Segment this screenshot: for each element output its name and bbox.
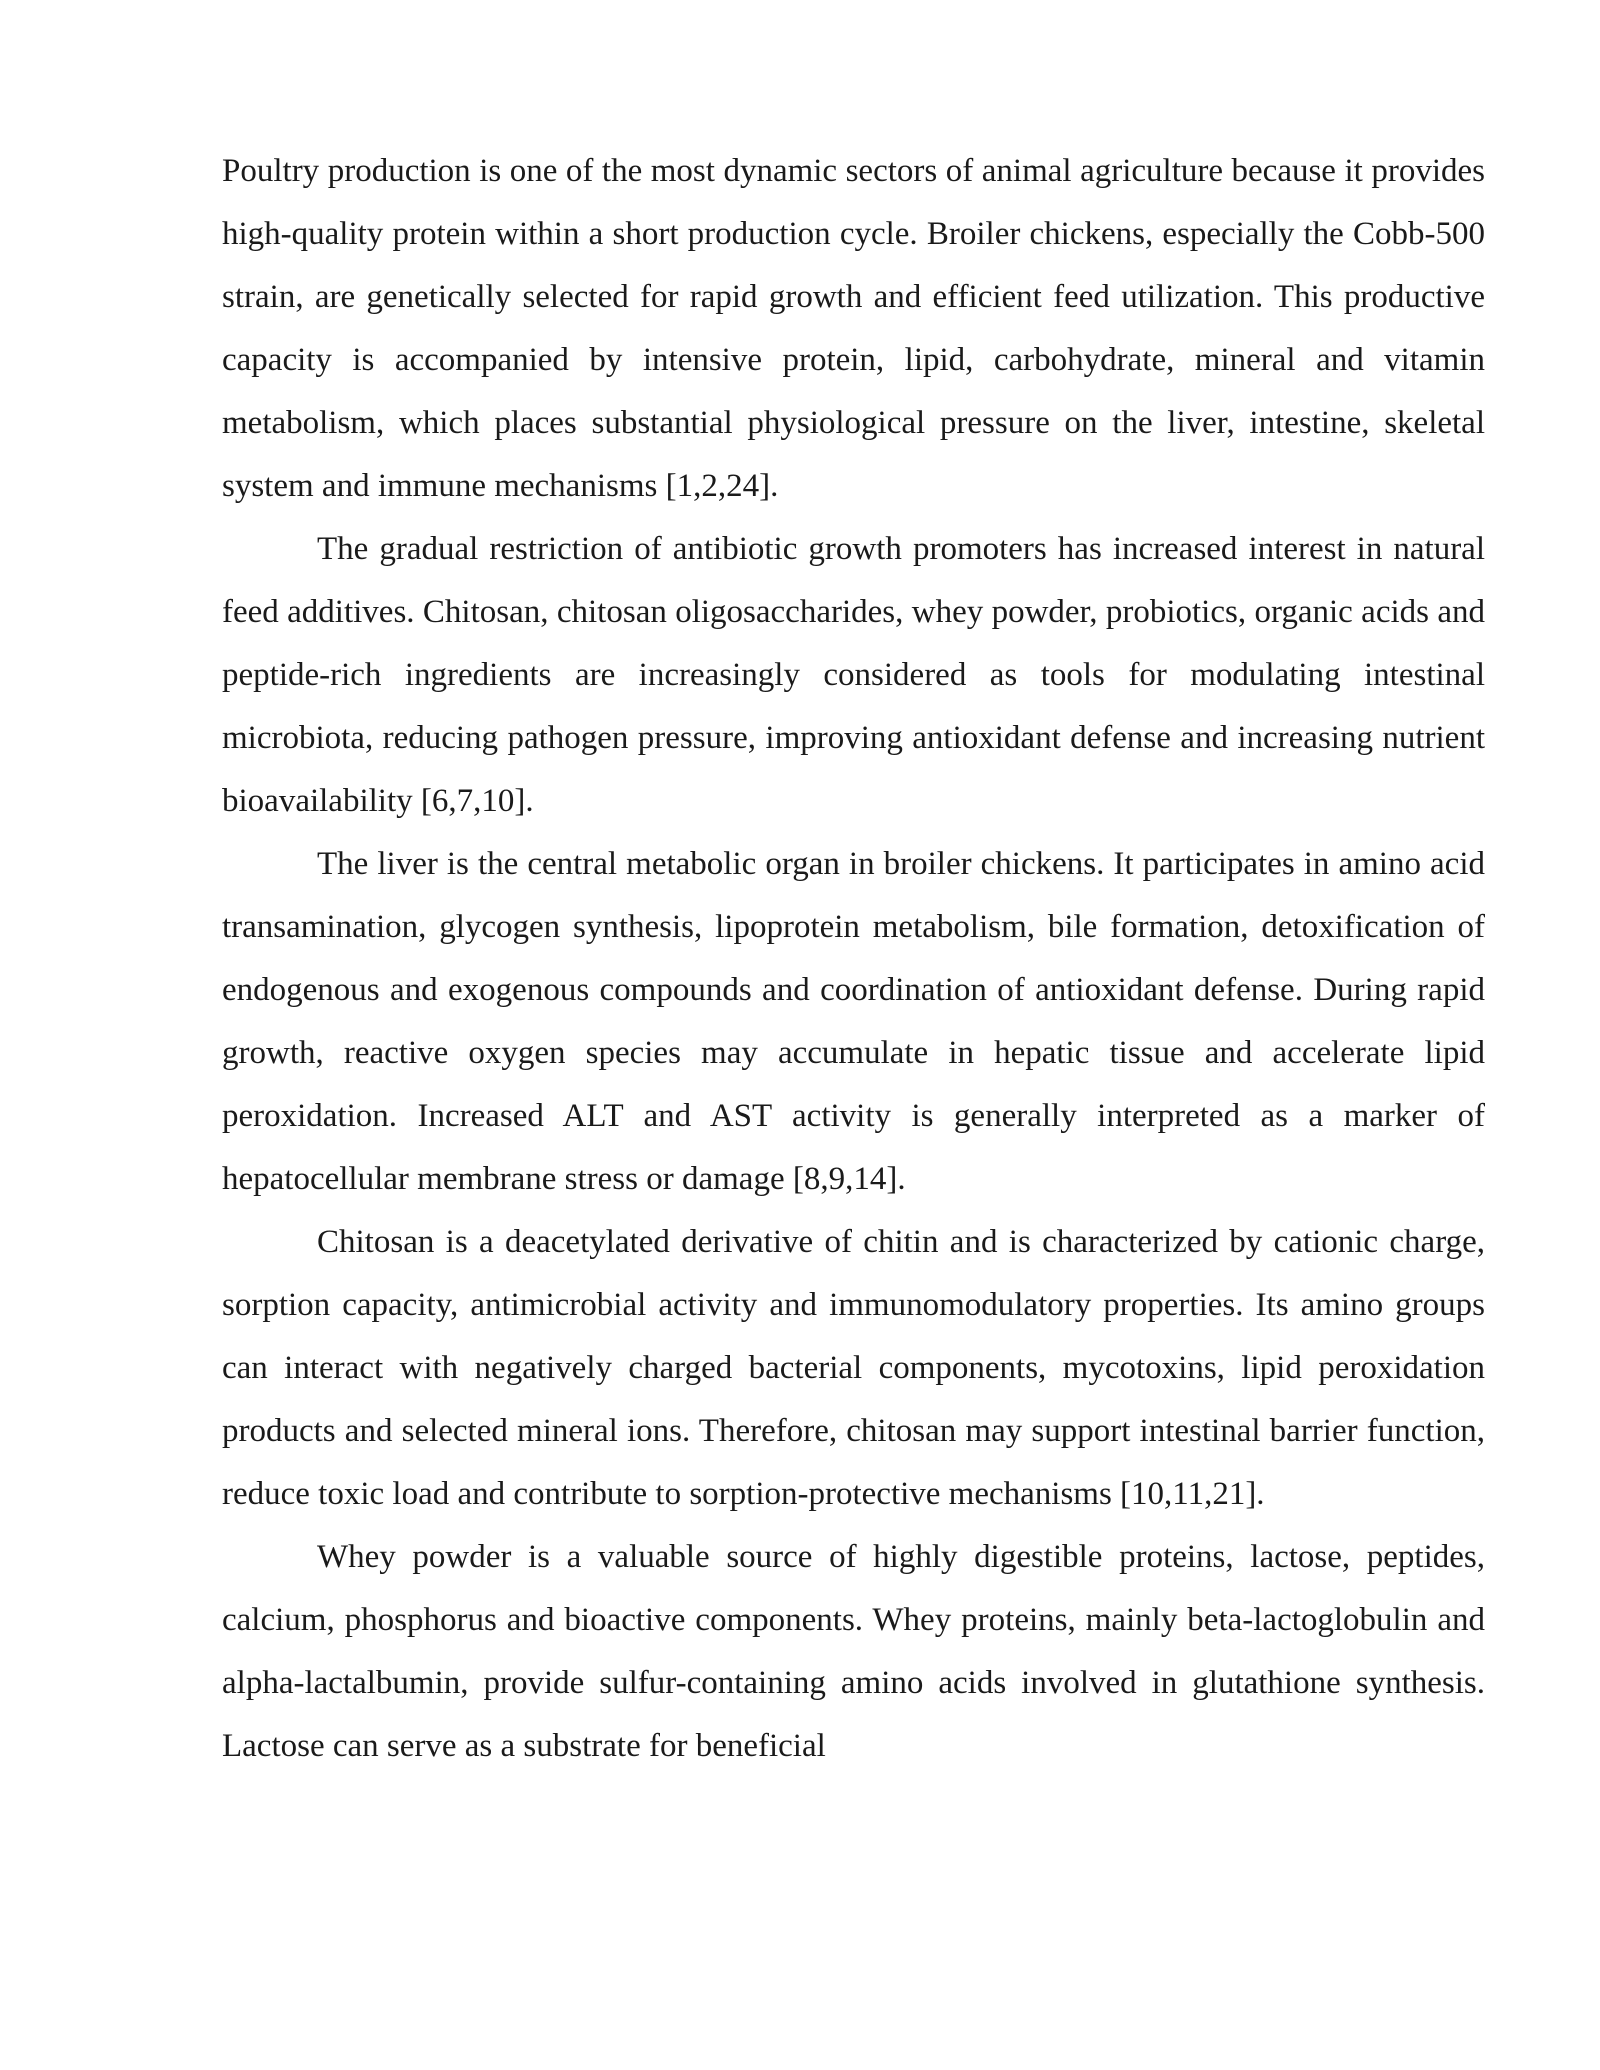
paragraph-poultry-production: Poultry production is one of the most dynamic sectors of animal agriculture because it provides high-quality protein within a short production cycle. Broiler chickens, especially the Cobb-500 strain, are genetically selected for rapid growth and efficient feed utilization. This productive capacity is accompanied by intensive protein, lipid, carbohydrate, mineral and vitamin metabolism, which places substantial physiological pressure on the liver, intestine, skeletal system and immune mechanisms [1,2,24]. <box>222 153 1485 504</box>
paragraph-chitosan: Chitosan is a deacetylated derivative of chitin and is characterized by cationic charge, sorption capacity, antimicrobial activity and immunomodulatory properties. Its amino groups can interact with negatively charged bacterial components, mycotoxins, lipid peroxidation products and selected mineral ions. Therefore, chitosan may support intestinal barrier function, reduce toxic load and contribute to sorption-protective mechanisms [10,11,21]. <box>222 1224 1485 1512</box>
paragraph-liver-metabolism: The liver is the central metabolic organ in broiler chickens. It participates in amino acid transamination, glycogen synthesis, lipoprotein metabolism, bile formation, detoxification of endogenous and exogenous compounds and coordination of antioxidant defense. During rapid growth, reactive oxygen species may accumulate in hepatic tissue and accelerate lipid peroxidation. Increased ALT and AST activity is generally interpreted as a marker of hepatocellular membrane stress or damage [8,9,14]. <box>222 846 1485 1197</box>
paragraph-whey-powder: Whey powder is a valuable source of highly digestible proteins, lactose, peptides, calcium, phosphorus and bioactive components. Whey proteins, mainly beta-lactoglobulin and alpha-lactalbumin, provide sulfur-containing amino acids involved in glutathione synthesis. Lactose can serve as a substrate for beneficial <box>222 1539 1485 1764</box>
document-body <box>222 140 1485 1778</box>
paragraph-antibiotic-restriction: The gradual restriction of antibiotic growth promoters has increased interest in natural feed additives. Chitosan, chitosan oligosaccharides, whey powder, probiotics, organic acids and peptide-rich ingredients are increasingly considered as tools for modulating intestinal microbiota, reducing pathogen pressure, improving antioxidant defense and increasing nutrient bioavailability [6,7,10]. <box>222 531 1485 819</box>
